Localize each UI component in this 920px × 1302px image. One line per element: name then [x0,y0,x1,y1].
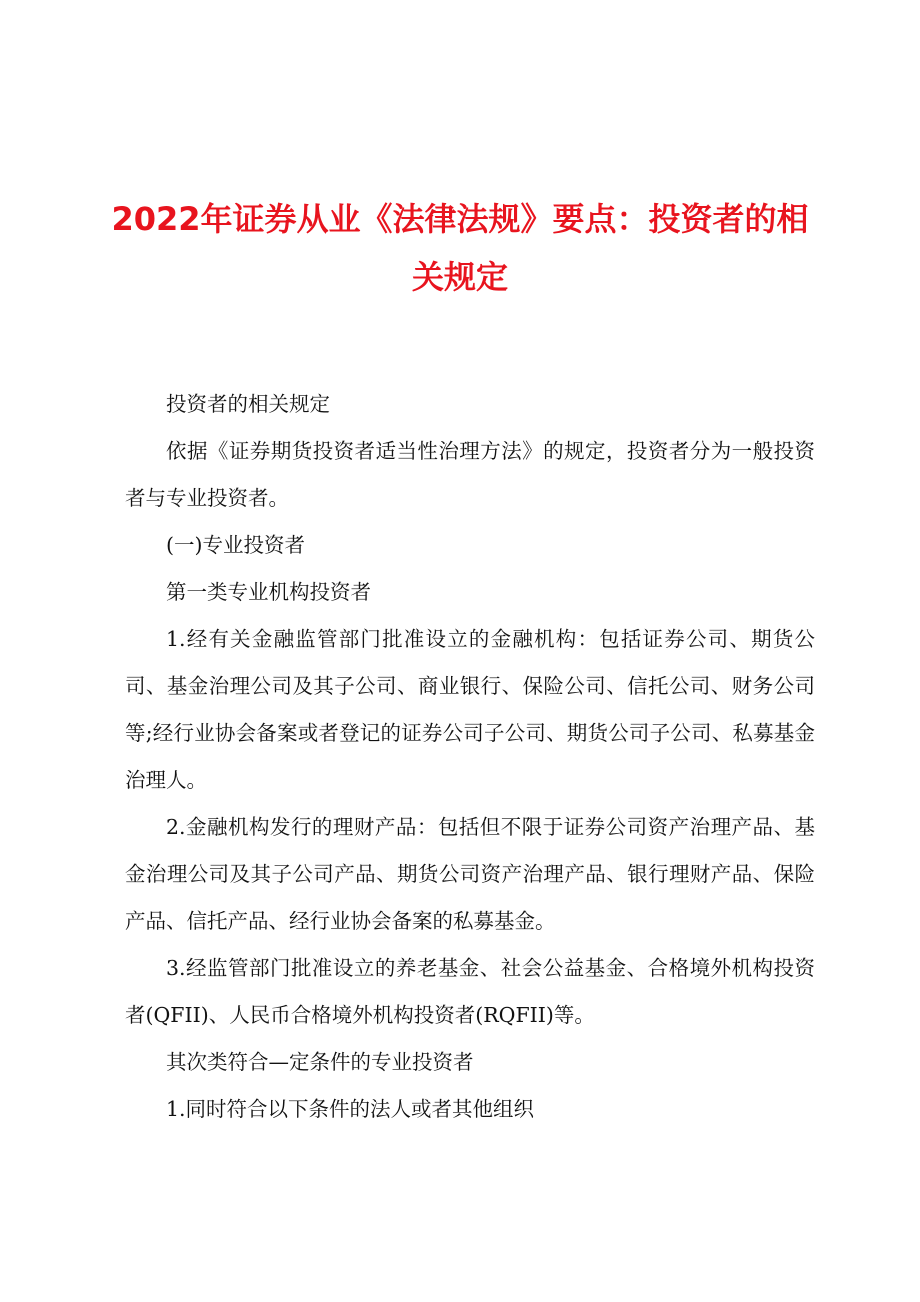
paragraph-item-1: 1.经有关金融监管部门批准设立的金融机构：包括证券公司、期货公司、基金治理公司及其子公司、商业银行、保险公司、信托公司、财务公司等;经行业协会备案或者登记的证券公司子公司、期货公司子公司、私募基金治理人。 [125,627,815,792]
paragraph-condition-1: 1.同时符合以下条件的法人或者其他组织 [166,1097,535,1121]
document-body [125,381,815,1133]
paragraph-category-two: 其次类符合—定条件的专业投资者 [166,1050,474,1074]
paragraph-professional-heading: (一)专业投资者 [166,533,305,557]
paragraph-item-2: 2.金融机构发行的理财产品：包括但不限于证券公司资产治理产品、基金治理公司及其子公司产品、期货公司资产治理产品、银行理财产品、保险产品、信托产品、经行业协会备案的私募基金。 [125,815,815,933]
document-title: 2022年证券从业《法律法规》要点：投资者的相关规定 [111,200,809,296]
paragraph-intro: 依据《证券期货投资者适当性治理方法》的规定，投资者分为一般投资者与专业投资者。 [125,439,815,510]
paragraph-item-3: 3.经监管部门批准设立的养老基金、社会公益基金、合格境外机构投资者(QFII)、人民币合格境外机构投资者(RQFII)等。 [125,956,815,1027]
paragraph-category-one: 第一类专业机构投资者 [166,580,371,604]
paragraph-section-heading: 投资者的相关规定 [166,392,330,416]
